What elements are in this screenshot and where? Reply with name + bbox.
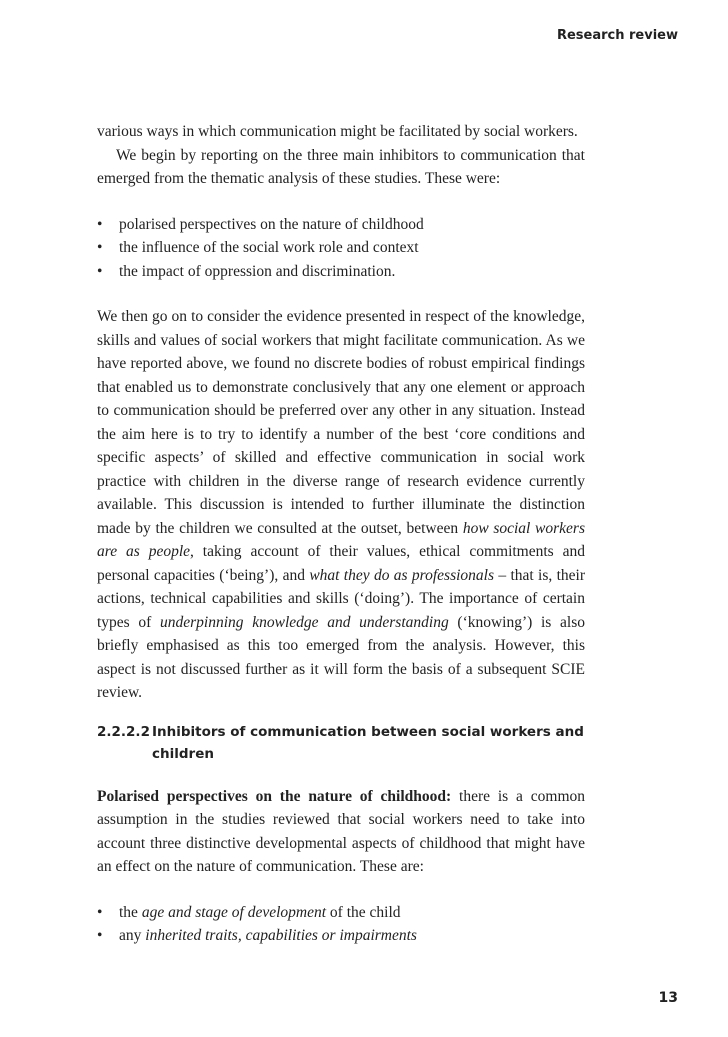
section-heading xyxy=(97,721,585,765)
page-body xyxy=(97,120,585,948)
development-aspects-list xyxy=(97,901,585,948)
paragraph-lead: Polarised perspectives on the nature of childhood: xyxy=(97,787,452,805)
running-header: Research review xyxy=(556,28,678,43)
list-item: • the influence of the social work role and context xyxy=(97,236,585,260)
bullet-icon: • xyxy=(97,903,103,921)
page-number: 13 xyxy=(658,990,678,1006)
bullet-icon: • xyxy=(97,239,103,256)
list-item: • any inherited traits, capabilities or impairments xyxy=(97,924,585,948)
section-title-line1: Inhibitors of communication between social workers and xyxy=(152,723,584,740)
list-item: • polarised perspectives on the nature of childhood xyxy=(97,213,585,237)
bullet-icon: • xyxy=(97,927,103,944)
section-number: 2.2.2.2 xyxy=(97,723,150,740)
list-item: • the age and stage of development of the child xyxy=(97,901,585,925)
bullet-icon: • xyxy=(97,215,103,233)
bullet-icon: • xyxy=(97,262,103,280)
paragraph-inhibitors-intro: We begin by reporting on the three main inhibitors to communication that emerged from the thematic analysis of these studies. These were: xyxy=(97,146,585,187)
paragraph-polarised-perspectives: Polarised perspectives on the nature of childhood: there is a common assumption in the studies reviewed that social workers need to take into account three distinctive developmental aspects of childhood that might have an effect on the nature of communication. These are: xyxy=(97,787,585,875)
paragraph-continuation: various ways in which communication might be facilitated by social workers. xyxy=(97,123,578,140)
section-title-line2: children xyxy=(152,745,214,762)
list-item: • the impact of oppression and discrimination. xyxy=(97,260,585,284)
paragraph-evidence: We then go on to consider the evidence presented in respect of the knowledge, skills and values of social workers that might facilitate communication. As we have reported above, we found no discrete bodies of robust empirical findings that enabled us to demonstrate conclusively that any one element or approach to communication should be preferred over any other in any situation. Instead the aim here is to try to identify a number of the best ‘core conditions and specific aspects’ of skilled and effective communication in social work practice with children in the diverse range of research evidence currently available. This discussion is intended to further illuminate the distinction made by the children we consulted at the outset, between how social workers are as people, taking account of their values, ethical commitments and personal capacities (‘being’), and what they do as professionals – that is, their actions, technical capabilities and skills (‘doing’). The importance of certain types of underpinning knowledge and understanding (‘knowing’) is also briefly emphasised as this too emerged from the analysis. However, this aspect is not discussed further as it will form the basis of a subsequent SCIE review. xyxy=(97,308,585,701)
inhibitors-list xyxy=(97,213,585,284)
